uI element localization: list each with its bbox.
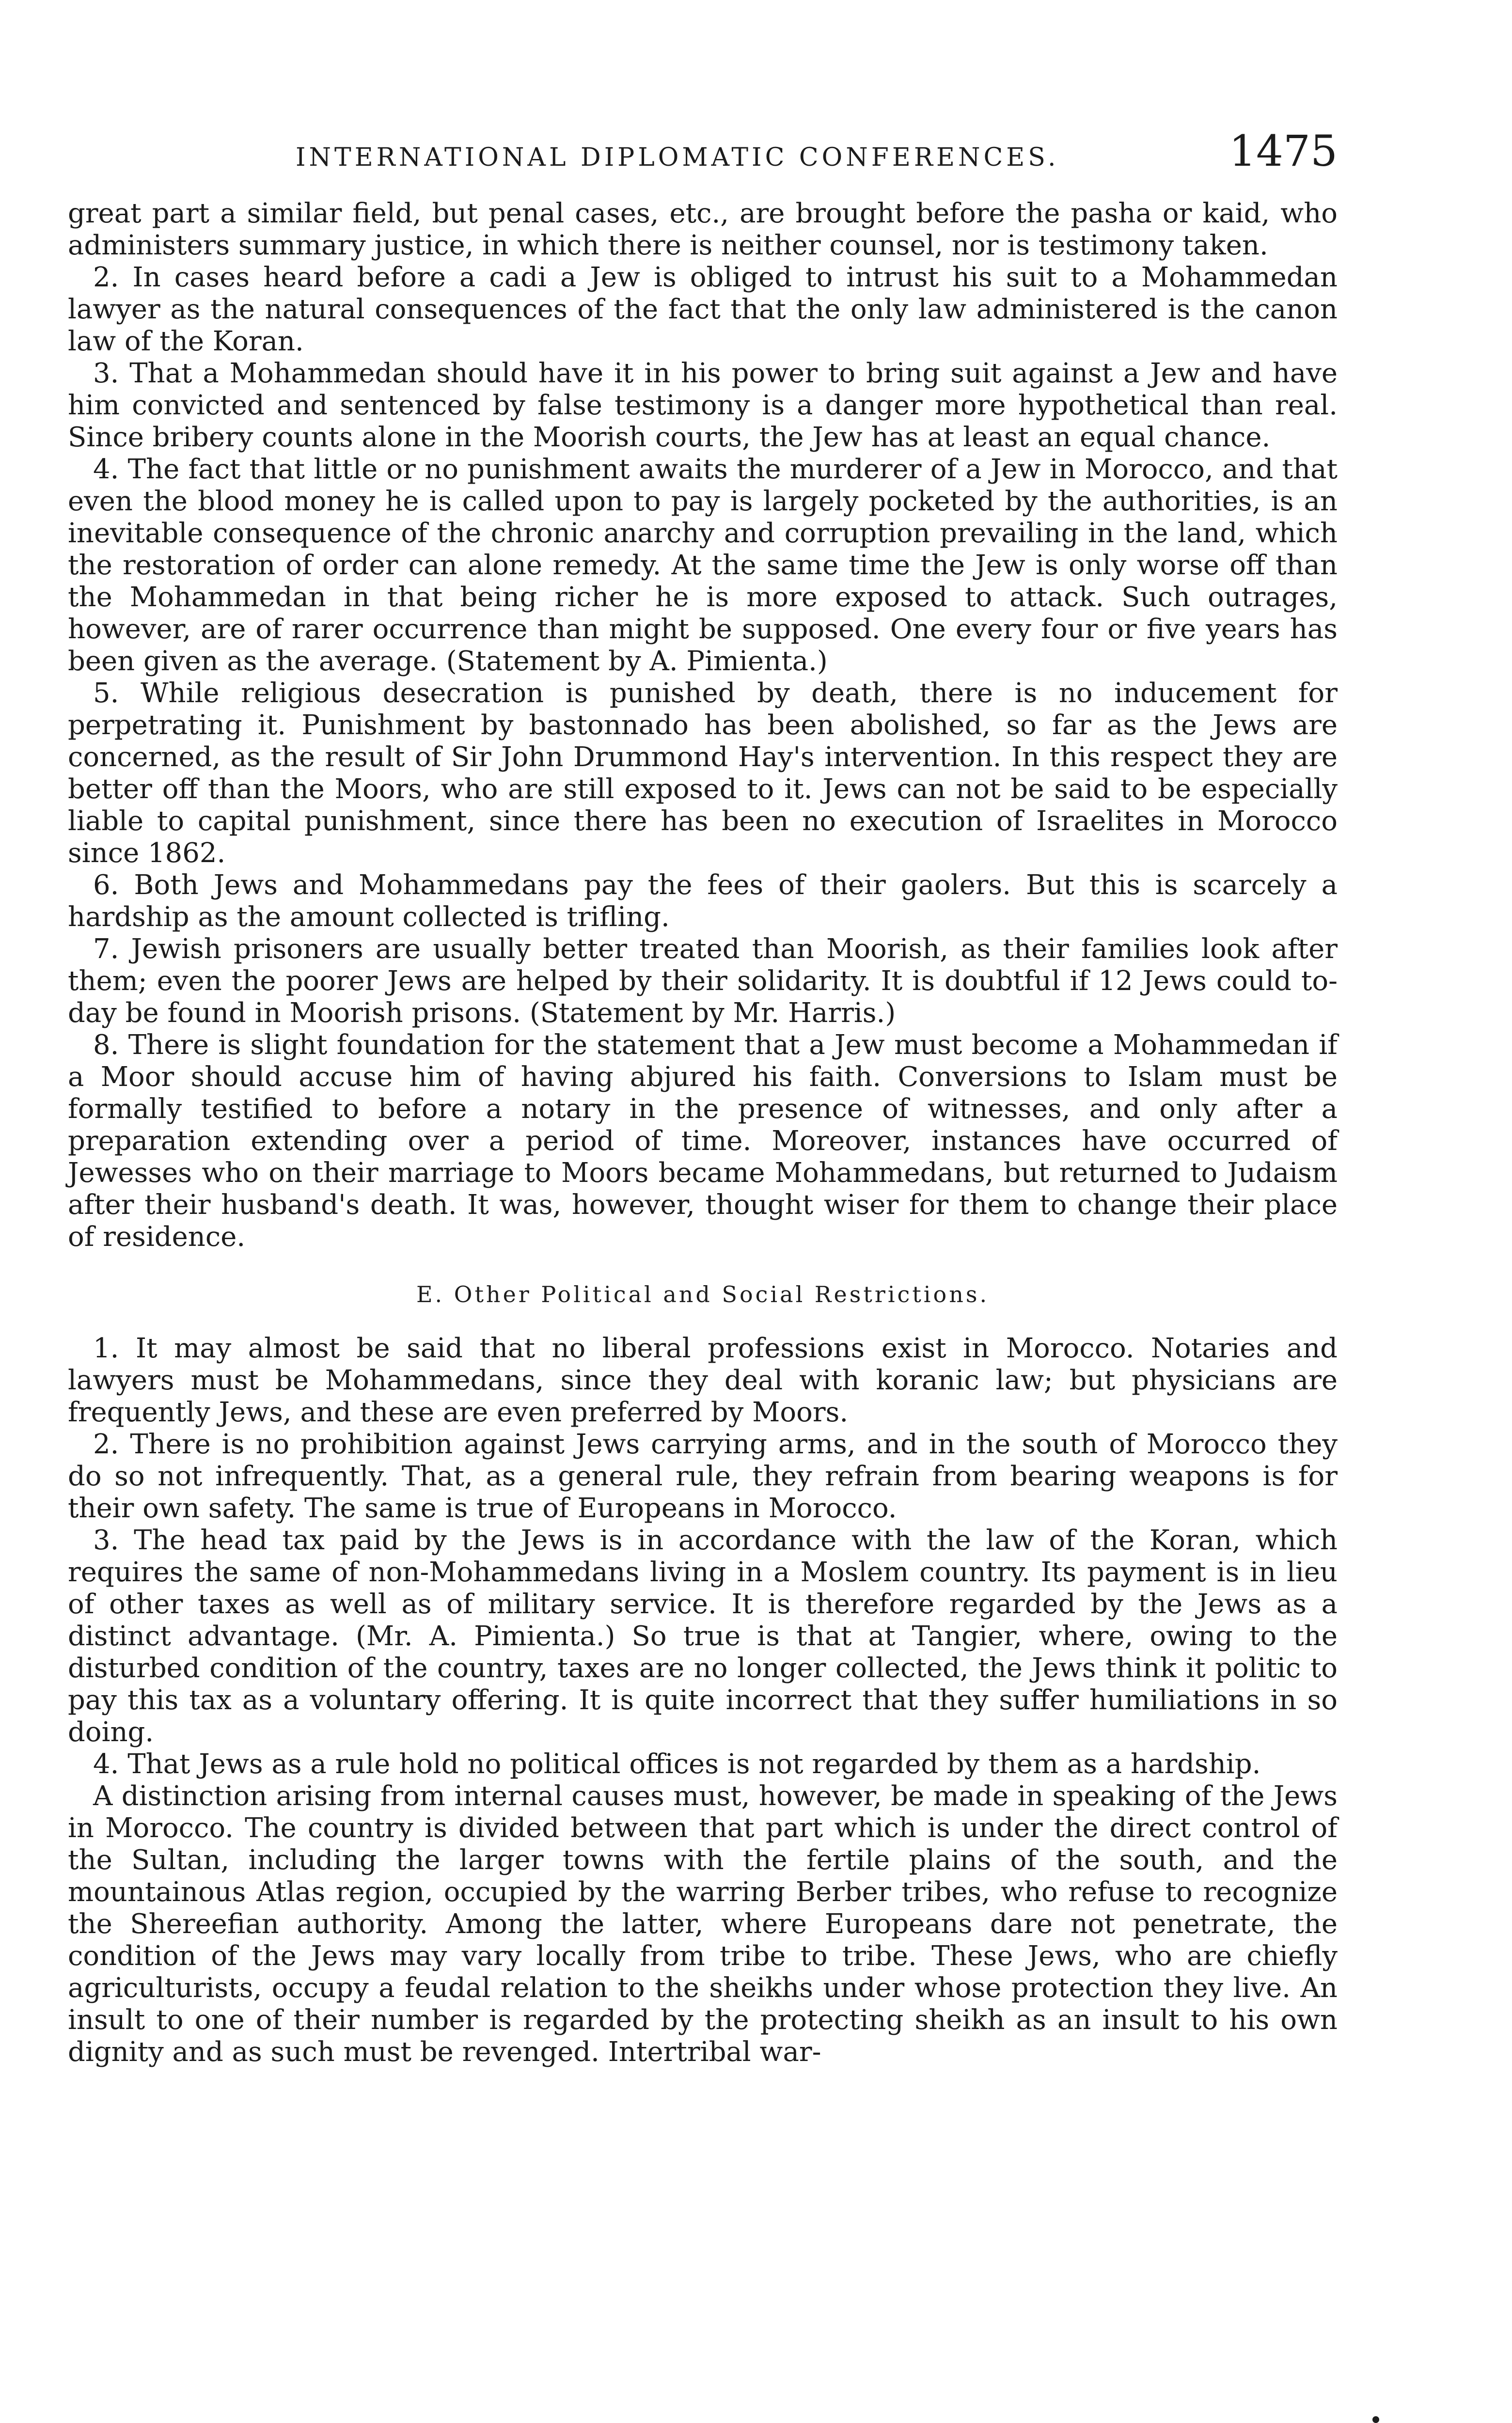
paragraph: A distinction arising from internal causes must, however, be made in speaking of the Jews in Morocco. The country is divided between that part which is under the direct control of the Sultan, including the larger towns with the fertile plains of the south, and the mountainous Atlas region, occupied by the warring Berber tribes, who refuse to recognize the Shereefian authority. Among the latter, where Europeans dare not penetrate, the condition of the Jews may vary locally from tribe to tribe. These Jews, who are chiefly agriculturists, occupy a feudal relation to the sheikhs under whose protection they live. An insult to one of their number is regarded by the protecting sheikh as an insult to his own dignity and as such must be revenged. Intertribal war- — [68, 1780, 1338, 2068]
paragraph: 4. The fact that little or no punishment awaits the murderer of a Jew in Morocco, and that even the blood money he is called upon to pay is largely pocketed by the authorities, is an inevitable consequence of the chronic anarchy and corruption prevailing in the land, which the restoration of order can alone remedy. At the same time the Jew is only worse off than the Mohammedan in that being richer he is more exposed to attack. Such outrages, however, are of rarer occurrence than might be supposed. One every four or five years has been given as the average. (Statement by A. Pimienta.) — [68, 454, 1338, 677]
paragraph: 1. It may almost be said that no liberal professions exist in Morocco. Notaries and lawyers must be Mohammedans, since they deal with koranic law; but physicians are frequently Jews, and these are even preferred by Moors. — [68, 1333, 1338, 1428]
body-text — [68, 198, 1338, 2068]
paragraph: 7. Jewish prisoners are usually better treated than Moorish, as their families look after them; even the poorer Jews are helped by their solidarity. It is doubtful if 12 Jews could to-day be found in Moorish prisons. (Statement by Mr. Harris.) — [68, 933, 1338, 1029]
paragraph-continued: great part a similar field, but penal cases, etc., are brought before the pasha or kaid, who administers summary justice, in which there is neither counsel, nor is testimony taken. — [68, 198, 1338, 261]
paragraph: 6. Both Jews and Mohammedans pay the fees of their gaolers. But this is scarcely a hardship as the amount collected is trifling. — [68, 869, 1338, 933]
paragraph: 2. There is no prohibition against Jews carrying arms, and in the south of Morocco they do so not infrequently. That, as a general rule, they refrain from bearing weapons is for their own safety. The same is true of Europeans in Morocco. — [68, 1429, 1338, 1524]
paragraph: 8. There is slight foundation for the statement that a Jew must become a Mohammedan if a Moor should accuse him of having abjured his faith. Conversions to Islam must be formally testified to before a notary in the presence of witnesses, and only after a preparation extending over a period of time. Moreover, instances have occurred of Jewesses who on their marriage to Moors became Mohammedans, but returned to Judaism after their husband's death. It was, however, thought wiser for them to change their place of residence. — [68, 1029, 1338, 1253]
paragraph: 5. While religious desecration is punished by death, there is no inducement for perpetrating it. Punishment by bastonnado has been abolished, so far as the Jews are concerned, as the result of Sir John Drummond Hay's intervention. In this respect they are better off than the Moors, who are still exposed to it. Jews can not be said to be especially liable to capital punishment, since there has been no execution of Israelites in Morocco since 1862. — [68, 677, 1338, 869]
running-header — [296, 126, 1338, 176]
paragraph: 3. The head tax paid by the Jews is in accordance with the law of the Koran, which requires the same of non-Mohammedans living in a Moslem country. Its payment is in lieu of other taxes as well as of military service. It is therefore regarded by the Jews as a distinct advantage. (Mr. A. Pimienta.) So true is that at Tangier, where, owing to the disturbed condition of the country, taxes are no longer collected, the Jews think it politic to pay this tax as a voluntary offering. It is quite incorrect that they suffer humiliations in so doing. — [68, 1525, 1338, 1748]
running-title: INTERNATIONAL DIPLOMATIC CONFERENCES. — [296, 143, 1059, 172]
paragraph: 4. That Jews as a rule hold no political offices is not regarded by them as a hardship. — [93, 1748, 1261, 1780]
paragraph: 2. In cases heard before a cadi a Jew is obliged to intrust his suit to a Mohammedan lawyer as the natural consequences of the fact that the only law administered is the canon law of the Koran. — [68, 262, 1338, 357]
margin-dot — [1372, 2416, 1379, 2423]
paragraph: 3. That a Mohammedan should have it in his power to bring suit against a Jew and have him convicted and sentenced by false testimony is a danger more hypothetical than real. Since bribery counts alone in the Moorish courts, the Jew has at least an equal chance. — [68, 358, 1338, 453]
section-heading: E. Other Political and Social Restrictions. — [416, 1281, 990, 1307]
page — [68, 126, 1338, 2068]
page-number: 1475 — [1229, 126, 1338, 176]
